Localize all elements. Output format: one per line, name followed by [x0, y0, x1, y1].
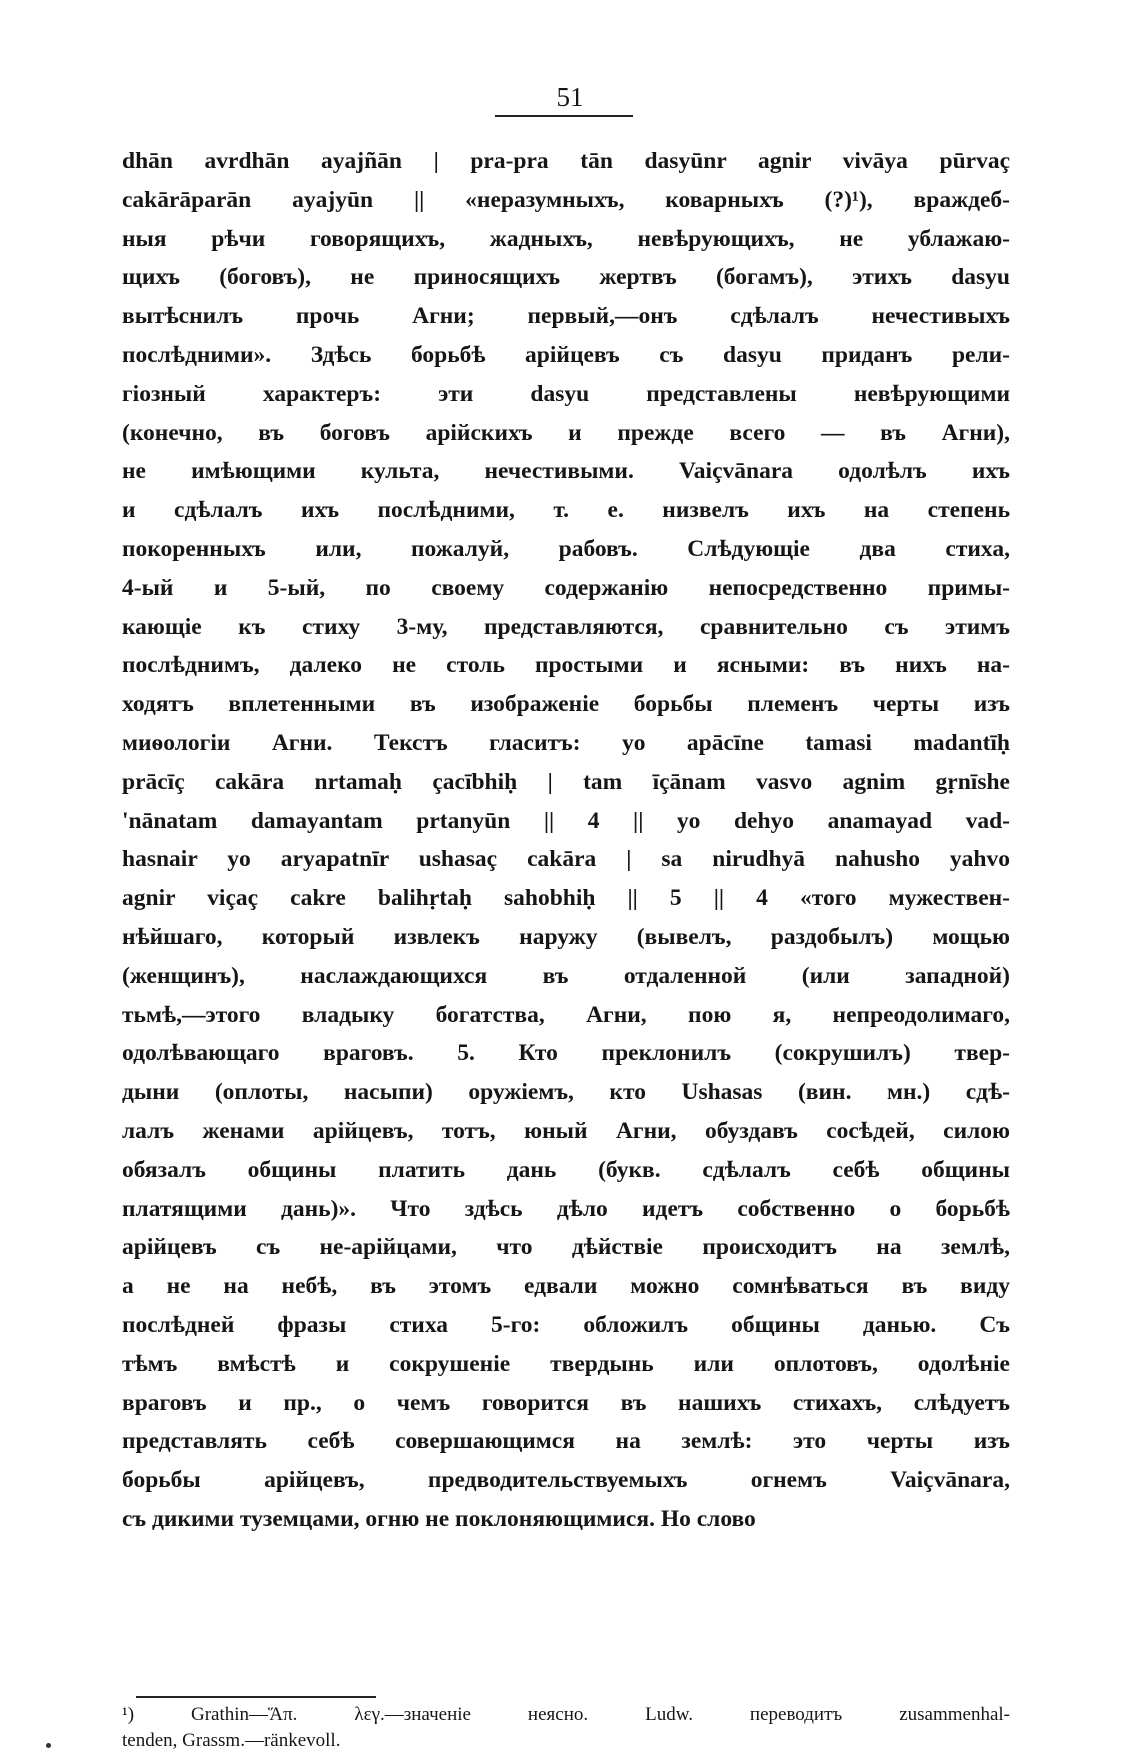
- text-line-27: обязалъ общины платить дань (букв. сдѣлалъ себѣ общины: [122, 1156, 1010, 1183]
- text-line-4: щихъ (боговъ), не приносящихъ жертвъ (богамъ), этихъ dasyu: [122, 264, 1010, 291]
- page-number: 51: [556, 82, 584, 112]
- text-line-25: дыни (оплоты, насыпи) оружіемъ, кто Ushasas (вин. мн.) сдѣ-: [122, 1079, 1010, 1106]
- footnote-line-2: tenden, Grassm.—ränkevoll.: [122, 1730, 341, 1751]
- text-line-5: вытѣснилъ прочь Агни; первый,—онъ сдѣлалъ нечестивыхъ: [122, 303, 1010, 330]
- text-line-26: лалъ женами арійцевъ, тотъ, юный Агни, обуздавъ сосѣдей, силою: [122, 1117, 1010, 1144]
- text-line-20: agnir viçaç cakre balihṛtaḥ sahobhiḥ || 5 || 4 «того мужествен-: [122, 885, 1010, 912]
- text-line-1: dhān avrdhān ayajñān | pra-pra tān dasyūnr agnir vivāya pūrvaç: [122, 148, 1010, 174]
- text-line-31: послѣдней фразы стиха 5-го: обложилъ общины данью. Съ: [122, 1311, 1010, 1338]
- text-line-19: hasnair yo aryapatnīr ushasaç cakāra | sa nirudhyā nahusho yahvo: [122, 846, 1010, 873]
- text-line-29: арійцевъ съ не-арійцами, что дѣйствіе происходитъ на землѣ,: [122, 1234, 1010, 1261]
- text-line-33: враговъ и пр., о чемъ говорится въ нашихъ стихахъ, слѣдуетъ: [122, 1389, 1010, 1416]
- footnote-rule: [136, 1696, 376, 1698]
- footnotes: [122, 1702, 1010, 1754]
- text-line-23: тьмѣ,—этого владыку богатства, Агни, пою я, непреодолимаго,: [122, 1001, 1010, 1028]
- text-line-6: послѣдними». Здѣсь борьбѣ арійцевъ съ dasyu приданъ рели-: [122, 341, 1010, 368]
- text-line-30: а не на небѣ, въ этомъ едвали можно сомнѣваться въ виду: [122, 1273, 1010, 1300]
- text-line-36: съ дикими туземцами, огню не поклоняющимися. Но слово: [122, 1505, 756, 1532]
- text-line-14: послѣднимъ, далеко не столь простыми и ясными: въ нихъ на-: [122, 652, 1010, 679]
- text-line-35: борьбы арійцевъ, предводительствуемыхъ огнемъ Vaiçvānara,: [122, 1467, 1010, 1494]
- text-line-8: (конечно, въ боговъ арійскихъ и прежде всего — въ Агни),: [122, 419, 1010, 446]
- text-line-15: ходятъ вплетенными въ изображеніе борьбы племенъ черты изъ: [122, 691, 1010, 718]
- text-line-32: тѣмъ вмѣстѣ и сокрушеніе твердынь или оплотовъ, одолѣніе: [122, 1350, 1010, 1377]
- text-line-22: (женщинъ), наслаждающихся въ отдаленной (или западной): [122, 962, 1010, 989]
- text-line-24: одолѣвающаго враговъ. 5. Кто преклонилъ (сокрушилъ) твер-: [122, 1040, 1010, 1067]
- text-line-12: 4-ый и 5-ый, по своему содержанію непосредственно примы-: [122, 574, 1010, 601]
- text-line-10: и сдѣлалъ ихъ послѣдними, т. е. низвелъ ихъ на степень: [122, 497, 1010, 524]
- text-line-3: ныя рѣчи говорящихъ, жадныхъ, невѣрующихъ, не ублажаю-: [122, 225, 1010, 252]
- text-line-21: нѣйшаго, который извлекъ наружу (вывелъ, раздобылъ) мощью: [122, 923, 1010, 950]
- text-line-17: prācīç cakāra nrtamaḥ çacībhiḥ | tam īçānam vasvo agnim gṛnīshe: [122, 768, 1010, 795]
- text-line-18: 'nānatam damayantam prtanyūn || 4 || yo dehyo anamayad vad-: [122, 807, 1010, 834]
- text-line-7: гіозный характеръ: эти dasyu представлены невѣрующими: [122, 380, 1010, 407]
- body-text: [122, 142, 1010, 1539]
- text-line-2: cakārāparān ayajyūn || «неразумныхъ, коварныхъ (?)¹), враждеб-: [122, 186, 1010, 213]
- text-line-9: не имѣющими культа, нечестивыми. Vaiçvānara одолѣлъ ихъ: [122, 458, 1010, 485]
- text-line-34: представлять себѣ совершающимся на землѣ: это черты изъ: [122, 1428, 1010, 1455]
- footnote-line-1: ¹) Grathin—Ἅπ. λεγ.—значеніе неясно. Ludw. переводитъ zusammenhal-: [122, 1704, 1010, 1725]
- text-line-13: кающіе къ стиху 3-му, представляются, сравнительно съ этимъ: [122, 613, 1010, 640]
- text-line-16: миѳологіи Агни. Текстъ гласитъ: yo apācīne tamasi madantīḥ: [122, 729, 1010, 756]
- text-line-28: платящими дань)». Что здѣсь дѣло идетъ собственно о борьбѣ: [122, 1195, 1010, 1222]
- text-line-11: покоренныхъ или, пожалуй, рабовъ. Слѣдующіе два стиха,: [122, 535, 1010, 562]
- scan-speck: [46, 1743, 51, 1748]
- page-number-rule: [495, 115, 633, 117]
